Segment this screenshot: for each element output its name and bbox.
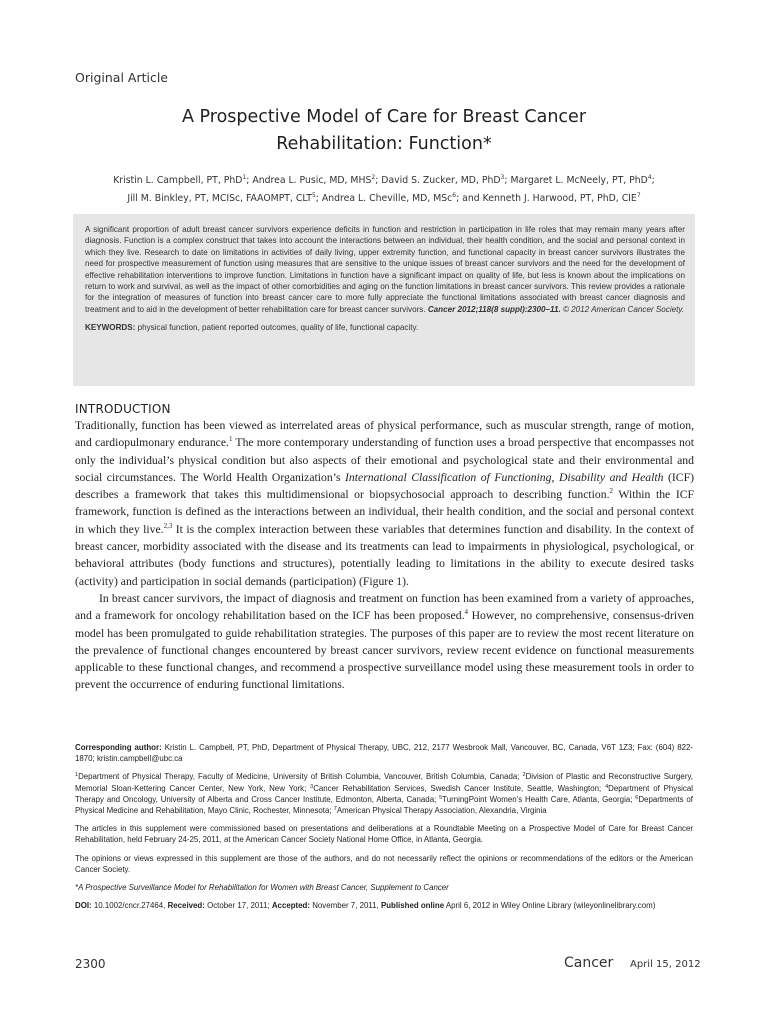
journal-name: Cancer xyxy=(564,955,614,971)
author-name: Andrea L. Pusic, MD, MHS xyxy=(252,175,372,186)
affiliation-marker: 6 xyxy=(452,192,457,199)
affiliation-marker: 4 xyxy=(605,783,609,790)
series-note-text: *A Prospective Surveillance Model for Rehabilitation for Women with Breast Cancer, Supplement to Cancer xyxy=(75,883,449,893)
author-joiner: and xyxy=(462,193,480,204)
affiliation-text: Cancer Rehabilitation Services, Swedish Cancer Institute, Seattle, Washington; xyxy=(313,783,606,793)
italic-title: International Classification of Functioning, Disability and Health xyxy=(345,470,664,484)
author-name: Andrea L. Cheville, MD, MSc xyxy=(321,193,453,204)
paragraph xyxy=(75,590,694,694)
affiliation-text: TurningPoint Women’s Health Care, Atlanta, Georgia; xyxy=(442,794,636,804)
series-note xyxy=(75,882,693,893)
affiliation-marker: 2 xyxy=(371,174,376,181)
accepted-value: November 7, 2011, xyxy=(312,901,379,911)
affiliation-marker: 4 xyxy=(647,174,652,181)
text-run: Within the ICF framework, function is defined as the interactions between an individual, their health condition, and the social and personal context in which they live. xyxy=(75,488,695,536)
opinions-note: The opinions or views expressed in this supplement are those of the authors, and do not necessarily reflect the opinions or recommendations of the editors or the American Cancer Society. xyxy=(75,853,693,874)
abstract-copyright: © 2012 American Cancer Society. xyxy=(562,304,685,314)
text-run: It is the complex interaction between these variables that determines function and disability. In the context of breast cancer, morbidity associated with the disease and its treatments can lead to impairments in physiological, psychological, or behavioral attributes (body functions and structures), potentially leading to limitations in the ability to execute desired tasks (activity) and participation in social demands (participation) (Figure 1). xyxy=(75,522,694,588)
received-label: Received: xyxy=(167,901,205,911)
citation-ref: 2 xyxy=(609,487,614,496)
citation-ref: 2,3 xyxy=(163,521,173,530)
paragraph xyxy=(75,417,694,590)
affiliation-marker: 1 xyxy=(75,772,79,779)
abstract-box xyxy=(73,214,695,386)
title-line-1: A Prospective Model of Care for Breast Cancer xyxy=(181,107,587,127)
affiliation-marker: 3 xyxy=(500,174,505,181)
affiliation-text: Department of Physical Therapy and Oncology, University of Alberta and Cross Cancer Institute, Edmonton, Alberta, Canada; xyxy=(75,783,693,804)
text-run: However, no comprehensive, consensus-driven model has been promulgated to guide rehabilitation strategies. The purposes of this paper are to review the most recent literature on the prevalence of functional changes encountered by breast cancer survivors, review recent evidence on functional measurements applicable to these functional changes, and recommend a prospective surveillance model using these measurement tools in order to prevent the occurrence of enduring functional limitations. xyxy=(75,609,694,692)
affiliations xyxy=(75,771,693,816)
author-list: Kristin L. Campbell, PT, PhD$^1$; Andrea L. Pusic, MD, MHS$^2$; David S. Zucker, MD, PhD$^3$; Margaret L. McNeely, PT, PhD$^4$; Jill M. Binkley, PT, MCISc, FAAOMPT, CLT$^5$; Andrea L. Cheville, MD, MSc$^6$; and Kenneth J. Harwood, PT, PhD, CIE$^7$ xyxy=(113,174,655,204)
citation-ref: 4 xyxy=(464,608,469,617)
abstract-body: A significant proportion of adult breast cancer survivors experience deficits in function and restriction in participation in life roles that may remain many years after diagnosis. Function is a complex construct that takes into account the interactions between an individual, their health condition, and the social and personal context in which they live. Research to date on limitations in activities of daily living, upper extremity function, and functional capacity in breast cancer survivors illustrates the need for prospective measurement of function using measures that are sensitive to the unique issues of breast cancer survivors and the need for the development of effective rehabilitation interventions to improve function. Limitations in function have a significant impact on quality of life, but less is known about the implications on return to work and survival, as well as the impact of other comorbidities and aging on the function limitations in breast cancer survivors. This review provides a rationale for the integration of measures of function into breast cancer care to more fully appreciate the functional limitations associated with breast cancer diagnosis and treatment and to aid in the development of better rehabilitation care for breast cancer survivors. xyxy=(85,225,685,314)
affiliation-text: Departments of Physical Medicine and Rehabilitation, Mayo Clinic, Rochester, Minnesota; xyxy=(75,794,693,816)
title-line-2: Rehabilitation: Function* xyxy=(276,134,492,154)
author-name: Margaret L. McNeely, PT, PhD xyxy=(510,175,648,186)
citation-ref: 1 xyxy=(228,435,233,444)
text-run: (ICF) describes a framework that takes this multidimensional or biopsychosocial approach to describing function. xyxy=(75,470,694,502)
author-name: Jill M. Binkley, PT, MCISc, FAAOMPT, CLT xyxy=(127,193,312,204)
doi-value: 10.1002/cncr.27464, xyxy=(93,901,166,911)
affiliation-text: Department of Physical Therapy, Faculty of Medicine, University of British Columbia, Vancouver, British Columbia, Canada; xyxy=(78,772,523,782)
keywords xyxy=(85,322,685,333)
doi-line xyxy=(75,900,693,911)
author-name: David S. Zucker, MD, PhD xyxy=(381,175,501,186)
affiliation-marker: 5 xyxy=(439,794,443,801)
affiliation-marker: 7 xyxy=(636,192,641,199)
supplement-note: The articles in this supplement were commissioned based on presentations and deliberations at a Roundtable Meeting on a Prospective Model of Care for Breast Cancer Rehabilitation, held February 24-25, 2011, at the American Cancer Society National Home Office, in Atlanta, Georgia. xyxy=(75,824,693,845)
abstract-text xyxy=(85,224,685,315)
published-label: Published online xyxy=(380,901,445,911)
author-name: Kenneth J. Harwood, PT, PhD, CIE xyxy=(482,193,637,204)
footnotes xyxy=(75,742,693,918)
section-label: Original Article xyxy=(75,70,168,85)
doi-label: DOI: xyxy=(75,901,92,911)
section-heading-introduction: INTRODUCTION xyxy=(75,402,171,416)
affiliation-marker: 5 xyxy=(311,192,316,199)
text-run: The more contemporary understanding of function uses a broad perspective that encompasses not only the individual’s physical condition but also aspects of their emotional and psychological state and their environmental and social circumstances. The World Health Organization’s xyxy=(75,436,694,484)
corresponding-author-label: Corresponding author: xyxy=(75,743,162,752)
received-value: October 17, 2011; xyxy=(207,901,270,911)
corresponding-author xyxy=(75,742,693,764)
affiliation-marker: 2 xyxy=(522,772,526,779)
text-run: Traditionally, function has been viewed as interrelated areas of physical performance, such as muscular strength, range of motion, and cardiopulmonary endurance. xyxy=(75,419,694,450)
page-number: 2300 xyxy=(75,957,106,971)
affiliation-text: Division of Plastic and Reconstructive Surgery, Memorial Sloan-Kettering Cancer Center, New York, New York; xyxy=(75,772,693,793)
body-text xyxy=(75,417,694,694)
accepted-label: Accepted: xyxy=(271,901,311,911)
affiliation-marker: 6 xyxy=(635,794,639,801)
keywords-text: physical function, patient reported outcomes, quality of life, functional capacity. xyxy=(137,323,419,333)
corresponding-author-text: Kristin L. Campbell, PT, PhD, Department of Physical Therapy, UBC, 212, 2177 Wesbrook Mall, Vancouver, BC, Canada, V6T 1Z3; Fax: (604) 822-1870; kristin.campbell@ubc.ca xyxy=(75,743,693,764)
abstract-citation: Cancer 2012;118(8 suppl):2300–11. xyxy=(427,304,561,314)
affiliation-text: American Physical Therapy Association, Alexandria, Virginia xyxy=(336,806,547,816)
issue-date: April 15, 2012 xyxy=(630,959,701,970)
affiliation-marker: 3 xyxy=(310,783,314,790)
published-value: April 6, 2012 in Wiley Online Library (wileyonlinelibrary.com) xyxy=(445,901,656,911)
affiliation-marker: 7 xyxy=(333,806,337,813)
author-name: Kristin L. Campbell, PT, PhD xyxy=(113,175,243,186)
affiliation-marker: 1 xyxy=(242,174,247,181)
article-title xyxy=(75,104,693,158)
keywords-label: KEYWORDS: xyxy=(85,323,136,333)
text-run: In breast cancer survivors, the impact of diagnosis and treatment on function has been examined from a variety of approaches, and a framework for oncology rehabilitation based on the ICF has been proposed. xyxy=(75,591,694,623)
